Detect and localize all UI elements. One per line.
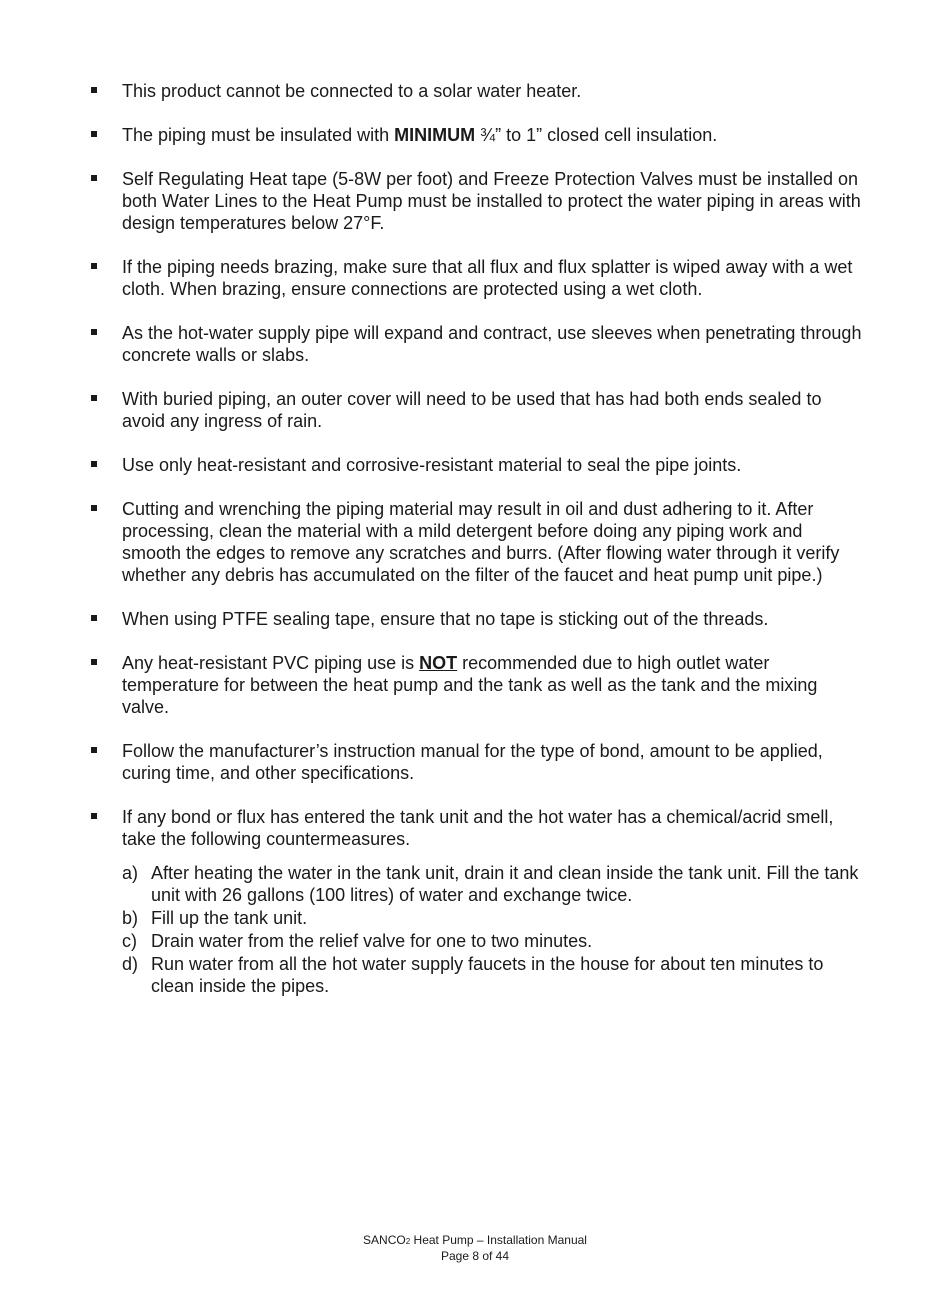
square-bullet-icon [91, 131, 97, 137]
countermeasure-text: Run water from all the hot water supply faucets in the house for about ten minutes to clean inside the pipes. [151, 954, 824, 996]
square-bullet-icon [91, 659, 97, 665]
bullet-text: When using PTFE sealing tape, ensure that no tape is sticking out of the threads. [122, 609, 769, 629]
square-bullet-icon [91, 87, 97, 93]
list-marker: a) [122, 863, 139, 883]
square-bullet-icon [91, 175, 97, 181]
installation-notes-list [0, 80, 950, 1019]
countermeasure-item [122, 862, 864, 906]
bullet-text-emphasis: NOT [419, 653, 458, 673]
bullet-item [0, 168, 950, 234]
list-marker: b) [122, 908, 139, 928]
countermeasure-item [122, 907, 864, 929]
countermeasure-item [122, 953, 864, 997]
square-bullet-icon [91, 813, 97, 819]
bullet-text: Cutting and wrenching the piping material may result in oil and dust adhering to it. After processing, clean the material with a mild detergent before doing any piping work and smooth the edges to remove any scratches and burrs. (After flowing water through it verify whether any debris has accumulated on the filter of the faucet and heat pump unit pipe.) [122, 499, 840, 585]
bullet-text: With buried piping, an outer cover will need to be used that has had both ends sealed to avoid any ingress of rain. [122, 389, 822, 431]
bullet-text: Follow the manufacturer’s instruction manual for the type of bond, amount to be applied, curing time, and other specifications. [122, 741, 823, 783]
countermeasures-list [122, 862, 864, 997]
bullet-text-lead: The piping must be insulated with [122, 125, 395, 145]
list-marker: c) [122, 931, 137, 951]
countermeasure-text: After heating the water in the tank unit, drain it and clean inside the tank unit. Fill the tank unit with 26 gallons (100 litres) of water and exchange twice. [151, 863, 859, 905]
bullet-item [0, 124, 950, 146]
square-bullet-icon [91, 329, 97, 335]
bullet-text: As the hot-water supply pipe will expand and contract, use sleeves when penetrating through concrete walls or slabs. [122, 323, 862, 365]
bullet-item [0, 806, 950, 997]
bullet-text: Use only heat-resistant and corrosive-resistant material to seal the pipe joints. [122, 455, 742, 475]
footer-page-number: Page 8 of 44 [440, 1249, 510, 1263]
bullet-item [0, 740, 950, 784]
countermeasure-text: Drain water from the relief valve for one to two minutes. [151, 931, 593, 951]
bullet-text-lead: Any heat-resistant PVC piping use is [122, 653, 420, 673]
countermeasure-text: Fill up the tank unit. [151, 908, 308, 928]
bullet-item [0, 608, 950, 630]
bullet-item [0, 322, 950, 366]
footer-title-rest: Heat Pump – Installation Manual [410, 1233, 587, 1247]
bullet-item [0, 388, 950, 432]
bullet-item [0, 498, 950, 586]
square-bullet-icon [91, 461, 97, 467]
bullet-text-emphasis: MINIMUM [394, 125, 476, 145]
square-bullet-icon [91, 505, 97, 511]
bullet-item [0, 256, 950, 300]
square-bullet-icon [91, 615, 97, 621]
square-bullet-icon [91, 263, 97, 269]
bullet-item [0, 80, 950, 102]
square-bullet-icon [91, 395, 97, 401]
bullet-text: If any bond or flux has entered the tank unit and the hot water has a chemical/acrid smell, take the following countermeasures. [122, 807, 834, 849]
bullet-text: Self Regulating Heat tape (5-8W per foot) and Freeze Protection Valves must be installed on both Water Lines to the Heat Pump must be installed to protect the water piping in areas with design temperatures below 27°F. [122, 169, 861, 233]
bullet-text-tail: recommended due to high outlet water temperature for between the heat pump and the tank as well as the tank and the mixing valve. [122, 653, 818, 717]
square-bullet-icon [91, 747, 97, 753]
bullet-text [122, 125, 717, 145]
bullet-item [0, 454, 950, 476]
bullet-text: This product cannot be connected to a solar water heater. [122, 81, 582, 101]
list-marker: d) [122, 954, 139, 974]
bullet-item [0, 652, 950, 718]
bullet-text-tail: ¾” to 1” closed cell insulation. [475, 125, 718, 145]
footer-brand: SANCO [363, 1233, 406, 1247]
countermeasure-item [122, 930, 864, 952]
bullet-text: If the piping needs brazing, make sure that all flux and flux splatter is wiped away with a wet cloth. When brazing, ensure connections are protected using a wet cloth. [122, 257, 853, 299]
footer-brand-subscript: 2 [405, 1237, 411, 1246]
bullet-text [122, 653, 817, 717]
